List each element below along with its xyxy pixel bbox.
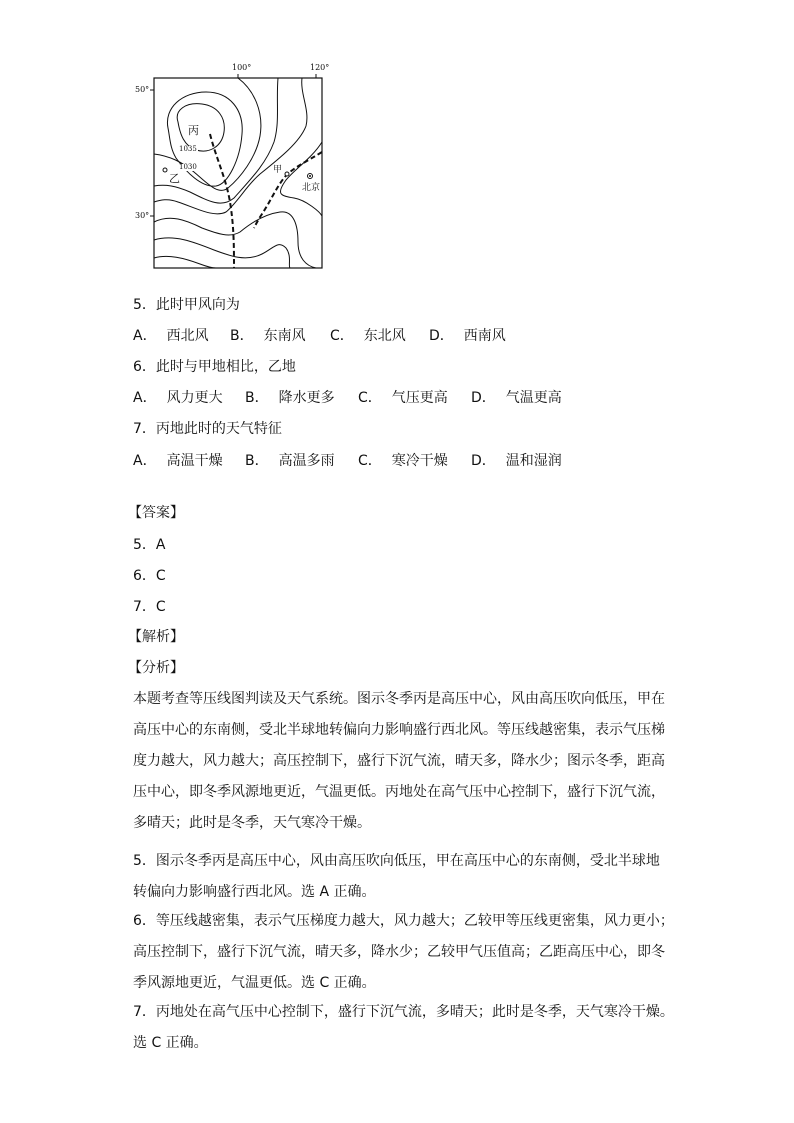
q7-option-a-letter: A． bbox=[133, 453, 157, 469]
q5-option-a-letter: A． bbox=[133, 328, 157, 344]
q5-option-c bbox=[330, 329, 406, 343]
answer-item-5: 5．A bbox=[133, 537, 166, 553]
q7-option-d bbox=[471, 454, 562, 468]
analysis-intro-line: 高压中心的东南侧，受北半球地转偏向力影响盛行西北风。等压线越密集，表示气压梯 bbox=[133, 722, 665, 738]
analysis-q5-line: 转偏向力影响盛行西北风。选 A 正确。 bbox=[133, 884, 376, 900]
isobar-label-1035: 1035 bbox=[179, 145, 197, 153]
analysis-intro-line: 本题考查等压线图判读及天气系统。图示冬季丙是高压中心，风由高压吹向低压，甲在 bbox=[133, 691, 665, 707]
analysis-q6-line: 高压控制下，盛行下沉气流，晴天多，降水少；乙较甲气压值高；乙距高压中心，即冬 bbox=[133, 944, 665, 960]
q7-option-b-letter: B． bbox=[245, 453, 269, 469]
analysis-q6-line: 季风源地更近，气温更低。选 C 正确。 bbox=[133, 975, 376, 991]
q5-option-d-text: 西南风 bbox=[463, 328, 506, 344]
analysis-q5-line: 5．图示冬季丙是高压中心，风由高压吹向低压，甲在高压中心的东南侧，受北半球地 bbox=[133, 853, 660, 869]
q7-option-b bbox=[245, 454, 335, 468]
q7-option-d-text: 温和湿润 bbox=[505, 453, 562, 469]
q7-option-c-text: 寒冷干燥 bbox=[391, 453, 448, 469]
lon-label-100: 100° bbox=[232, 63, 252, 72]
q6-option-b-text: 降水更多 bbox=[278, 390, 335, 406]
point-beijing-dot bbox=[309, 175, 311, 177]
lat-label-50: 50° bbox=[135, 85, 150, 94]
analysis-q6-paragraph bbox=[133, 906, 674, 999]
q5-option-b-letter: B． bbox=[230, 328, 254, 344]
q7-option-c bbox=[358, 454, 448, 468]
answer-item-6: 6．C bbox=[133, 568, 166, 584]
question-6-stem: 6．此时与甲地相比，乙地 bbox=[133, 359, 296, 375]
place-label-bing: 丙 bbox=[188, 124, 199, 137]
analysis-heading: 【解析】 bbox=[128, 629, 184, 645]
q7-option-c-letter: C． bbox=[358, 453, 382, 469]
q6-option-d-text: 气温更高 bbox=[505, 390, 562, 406]
question-7-stem: 7．丙地此时的天气特征 bbox=[133, 421, 282, 437]
analysis-q7-line: 选 C 正确。 bbox=[133, 1035, 208, 1051]
isobar-5 bbox=[154, 78, 307, 214]
isobar-label-1030: 1030 bbox=[179, 163, 197, 171]
q5-option-b bbox=[230, 329, 306, 343]
analysis-intro-line: 度力越大，风力越大；高压控制下，盛行下沉气流，晴天多，降水少；图示冬季，距高 bbox=[133, 753, 665, 769]
answer-heading: 【答案】 bbox=[128, 505, 184, 521]
analysis-q7-line: 7．丙地处在高气压中心控制下，盛行下沉气流，多晴天；此时是冬季，天气寒冷干燥。 bbox=[133, 1004, 674, 1020]
analysis-intro-line: 多晴天；此时是冬季，天气寒冷干燥。 bbox=[133, 815, 371, 831]
isobar-7 bbox=[154, 212, 316, 268]
place-label-beijing: 北京 bbox=[302, 183, 321, 193]
isobar-innermost bbox=[177, 104, 224, 151]
q5-option-b-text: 东南风 bbox=[263, 328, 306, 344]
analysis-q7-paragraph bbox=[133, 997, 674, 1059]
q6-option-b bbox=[245, 391, 335, 405]
q7-option-a bbox=[133, 454, 223, 468]
analysis-subheading: 【分析】 bbox=[128, 660, 184, 676]
place-label-yi: 乙 bbox=[169, 172, 180, 185]
analysis-intro-paragraph bbox=[133, 684, 663, 839]
q5-option-a bbox=[133, 329, 209, 343]
q5-option-d bbox=[429, 329, 506, 343]
q5-option-c-letter: C． bbox=[330, 328, 354, 344]
analysis-intro-line: 压中心，即冬季风源地更近，气温更低。丙地处在高气压中心控制下，盛行下沉气流， bbox=[133, 784, 665, 800]
question-5-stem: 5．此时甲风向为 bbox=[133, 297, 240, 313]
isobar-8 bbox=[154, 238, 290, 268]
q6-option-b-letter: B． bbox=[245, 390, 269, 406]
q6-option-c bbox=[358, 391, 448, 405]
point-jia-marker bbox=[285, 172, 289, 176]
q7-option-d-letter: D． bbox=[471, 453, 496, 469]
q5-option-a-text: 西北风 bbox=[166, 328, 209, 344]
q6-option-a bbox=[133, 391, 223, 405]
lon-label-120: 120° bbox=[310, 63, 330, 72]
answer-item-7: 7．C bbox=[133, 599, 166, 615]
isobar-9 bbox=[154, 256, 216, 268]
isobar-map-drawing bbox=[130, 62, 340, 274]
analysis-q5-paragraph bbox=[133, 846, 663, 908]
isobar-6 bbox=[280, 142, 322, 216]
analysis-q6-line: 6．等压线越密集，表示气压梯度力越大，风力越大；乙较甲等压线更密集，风力更小； bbox=[133, 913, 674, 929]
q5-option-d-letter: D． bbox=[429, 328, 454, 344]
q6-option-d-letter: D． bbox=[471, 390, 496, 406]
isobar-map bbox=[130, 62, 340, 274]
q6-option-c-letter: C． bbox=[358, 390, 382, 406]
q6-option-a-text: 风力更大 bbox=[166, 390, 223, 406]
place-label-jia: 甲 bbox=[273, 165, 283, 175]
q7-option-a-text: 高温干燥 bbox=[166, 453, 223, 469]
q6-option-a-letter: A． bbox=[133, 390, 157, 406]
lat-label-30: 30° bbox=[135, 211, 150, 220]
q5-option-c-text: 东北风 bbox=[363, 328, 406, 344]
q7-option-b-text: 高温多雨 bbox=[278, 453, 335, 469]
q6-option-d bbox=[471, 391, 562, 405]
q6-option-c-text: 气压更高 bbox=[391, 390, 448, 406]
point-yi-marker bbox=[163, 168, 167, 172]
